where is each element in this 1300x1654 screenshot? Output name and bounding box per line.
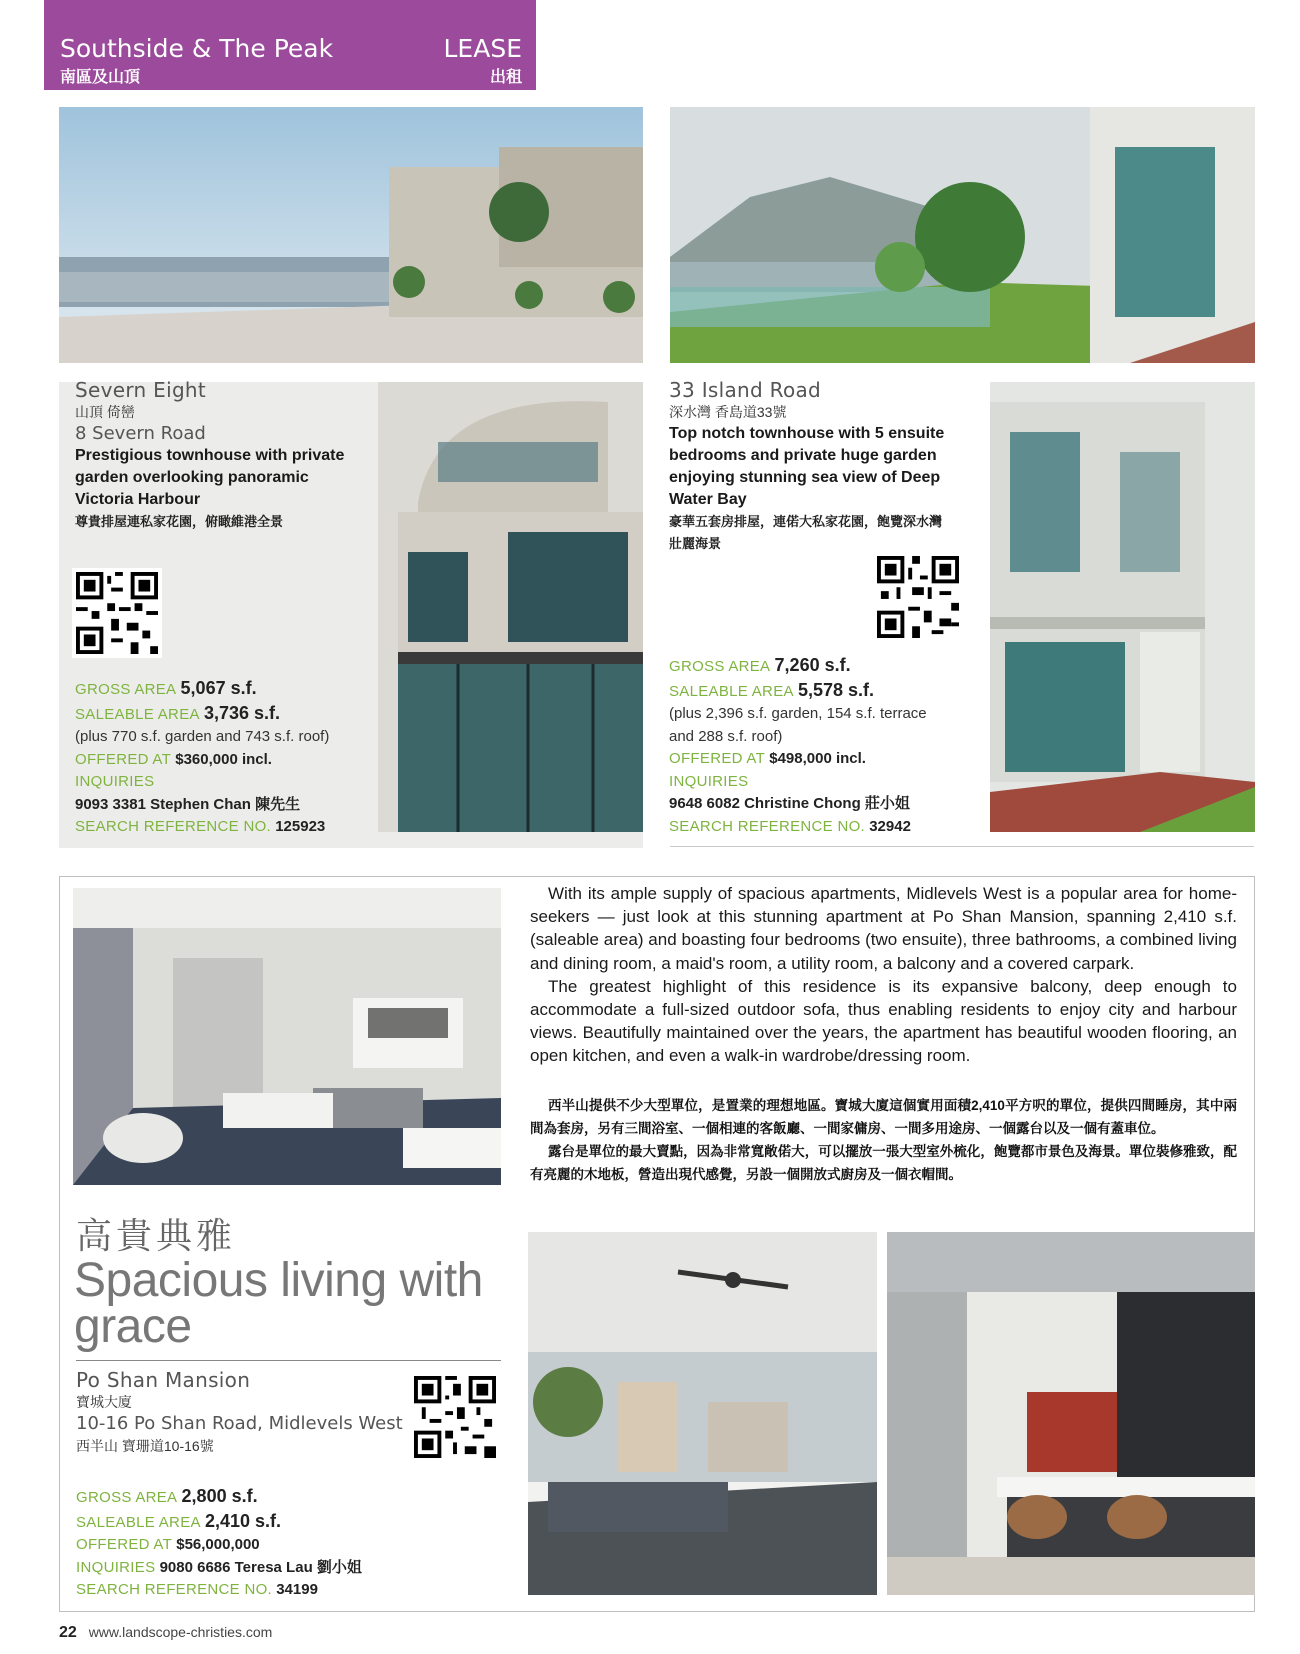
search-ref-number: 34199 — [276, 1581, 318, 1598]
listing-title: Severn Eight — [75, 378, 207, 402]
contact-info[interactable]: 9080 6686 Teresa Lau 劉小姐 — [159, 1558, 362, 1576]
search-ref-label: SEARCH REFERENCE NO. — [76, 1581, 273, 1598]
saleable-area-value: 5,578 s.f. — [797, 679, 875, 700]
offered-label: OFFERED AT — [75, 750, 172, 768]
feature-heading-en: Spacious living with grace — [74, 1254, 483, 1353]
article-paragraph-2: The greatest highlight of this residence is its expansive balcony, deep enough to accommodate a full-sized outdoor sofa, thus enabling residents to enjoy city and harbour views. Beautifully maintained over the years, the apartment has beautiful wooden flooring, an open kitchen, and even a walk-in wardrobe/dressing room. — [530, 976, 1237, 1066]
gross-area-value: 5,067 s.f. — [180, 678, 257, 698]
qr-code-severn[interactable] — [72, 568, 162, 658]
gross-area-label: GROSS AREA — [75, 681, 177, 698]
qr-code-icon — [76, 572, 158, 654]
area-note: (plus 770 s.f. garden and 743 s.f. roof) — [75, 728, 330, 745]
feature-heading-zh: 高貴典雅 — [76, 1215, 237, 1256]
living-room-image — [73, 888, 501, 1185]
listing-title: 33 Island Road — [669, 378, 822, 402]
listing-type-zh: 出租 — [489, 69, 522, 86]
photo-balcony — [528, 1232, 877, 1595]
photo-living-room — [73, 888, 501, 1185]
search-ref-label: SEARCH REFERENCE NO. — [669, 817, 866, 835]
listing-address: 8 Severn Road — [75, 423, 206, 444]
saleable-area-label: SALEABLE AREA — [76, 1513, 201, 1531]
kitchen-image — [887, 1232, 1255, 1595]
balcony-image — [528, 1232, 877, 1595]
listing-specs-island — [669, 654, 969, 838]
contact-info[interactable]: 9648 6082 Christine Chong 莊小姐 — [669, 795, 910, 812]
article-paragraph-zh-1: 西半山提供不少大型單位，是置業的理想地區。寶城大廈這個實用面積2,410平方呎的單位，提供四間睡房，其中兩間為套房，另有三間浴室、一個相連的客飯廳、一間家傭房、一間多用途房、一個露台以及一個有蓋車位。 — [530, 1098, 1237, 1136]
gross-area-label: GROSS AREA — [669, 658, 771, 675]
saleable-area-value: 2,410 s.f. — [204, 1510, 282, 1531]
severn-facade-image — [378, 382, 643, 832]
page-number: 22 — [59, 1624, 77, 1641]
feature-specs-po-shan — [76, 1485, 406, 1602]
area-note: (plus 2,396 s.f. garden, 154 s.f. terrace and 288 s.f. roof) — [669, 705, 927, 745]
inquiries-label: INQUIRIES — [76, 1558, 156, 1576]
inquiries-label: INQUIRIES — [669, 772, 749, 790]
feature-article-en — [530, 882, 1237, 1068]
island-townhouse-image — [990, 382, 1255, 832]
inquiries-label: INQUIRIES — [75, 773, 155, 790]
offered-label: OFFERED AT — [76, 1536, 173, 1553]
offered-price: $56,000,000 — [176, 1536, 260, 1553]
listing-description: Prestigious townhouse with private garden overlooking panoramic Victoria Harbour — [75, 447, 345, 508]
listing-address-zh: 西半山 寶珊道10-16號 — [76, 1438, 214, 1454]
saleable-area-label: SALEABLE AREA — [669, 682, 794, 700]
photo-severn-facade — [378, 382, 643, 832]
photo-island-townhouse — [990, 382, 1255, 832]
gross-area-label: GROSS AREA — [76, 1489, 178, 1506]
section-title-zh: 南區及山頂 — [60, 69, 141, 86]
listing-33-island-road — [669, 379, 964, 555]
offered-price: $498,000 incl. — [769, 750, 866, 767]
listing-address: 10-16 Po Shan Road, Midlevels West — [76, 1413, 403, 1434]
photo-island-garden — [670, 107, 1255, 363]
saleable-area-label: SALEABLE AREA — [75, 705, 200, 723]
offered-label: OFFERED AT — [669, 750, 766, 767]
search-ref-number: 125923 — [275, 818, 326, 835]
listing-description-zh: 尊貴排屋連私家花園，俯瞰維港全景 — [75, 514, 284, 529]
search-ref-number: 32942 — [869, 817, 911, 835]
feature-listing-po-shan — [76, 1369, 406, 1457]
listing-description-zh: 豪華五套房排屋，連偌大私家花園，飽覽深水灣壯麗海景 — [669, 514, 943, 551]
listing-title-zh: 深水灣 香島道33號 — [669, 404, 787, 420]
feature-heading-rule — [76, 1360, 501, 1361]
section-header — [44, 0, 536, 90]
listing-description: Top notch townhouse with 5 ensuite bedrooms and private huge garden enjoying stunning sea view of Deep Water Bay — [669, 425, 945, 508]
saleable-area-value: 3,736 s.f. — [203, 702, 281, 723]
section-title: Southside & The Peak — [60, 34, 334, 63]
photo-kitchen — [887, 1232, 1255, 1595]
listing-divider — [670, 846, 1254, 847]
gross-area-value: 7,260 s.f. — [774, 655, 851, 675]
qr-code-island[interactable] — [873, 552, 963, 642]
listing-title-zh: 山頂 倚巒 — [75, 404, 135, 420]
page-footer — [59, 1624, 272, 1642]
search-ref-label: SEARCH REFERENCE NO. — [75, 818, 272, 835]
listing-specs-severn — [75, 677, 375, 839]
qr-code-icon — [414, 1376, 496, 1458]
article-paragraph-zh-2: 露台是單位的最大賣點，因為非常寬敞偌大，可以擺放一張大型室外梳化，飽覽都市景色及海景。單位裝修雅致，配有亮麗的木地板，營造出現代感覺，另設一個開放式廚房及一個衣帽間。 — [530, 1144, 1237, 1182]
qr-code-icon — [877, 556, 959, 638]
severn-terrace-image — [59, 107, 643, 363]
article-paragraph-1: With its ample supply of spacious apartments, Midlevels West is a popular area for home-seekers — just look at this stunning apartment at Po Shan Mansion, spanning 2,410 s.f. (saleable area) and boasting four bedrooms (two ensuite), three bathrooms, a combined living and dining room, a maid's room, a utility room, a balcony and a covered carpark. — [530, 884, 1237, 973]
listing-severn-eight — [75, 379, 375, 533]
listing-type: LEASE — [443, 34, 522, 63]
qr-code-po-shan[interactable] — [410, 1372, 500, 1462]
gross-area-value: 2,800 s.f. — [181, 1486, 258, 1506]
footer-website-link[interactable]: www.landscope-christies.com — [88, 1624, 273, 1640]
photo-severn-terrace — [59, 107, 643, 363]
listing-title-zh: 寶城大廈 — [76, 1394, 132, 1410]
feature-article-zh — [530, 1094, 1237, 1186]
contact-info[interactable]: 9093 3381 Stephen Chan 陳先生 — [75, 795, 301, 813]
listing-title: Po Shan Mansion — [76, 1368, 251, 1392]
island-garden-image — [670, 107, 1255, 363]
offered-price: $360,000 incl. — [175, 750, 272, 768]
